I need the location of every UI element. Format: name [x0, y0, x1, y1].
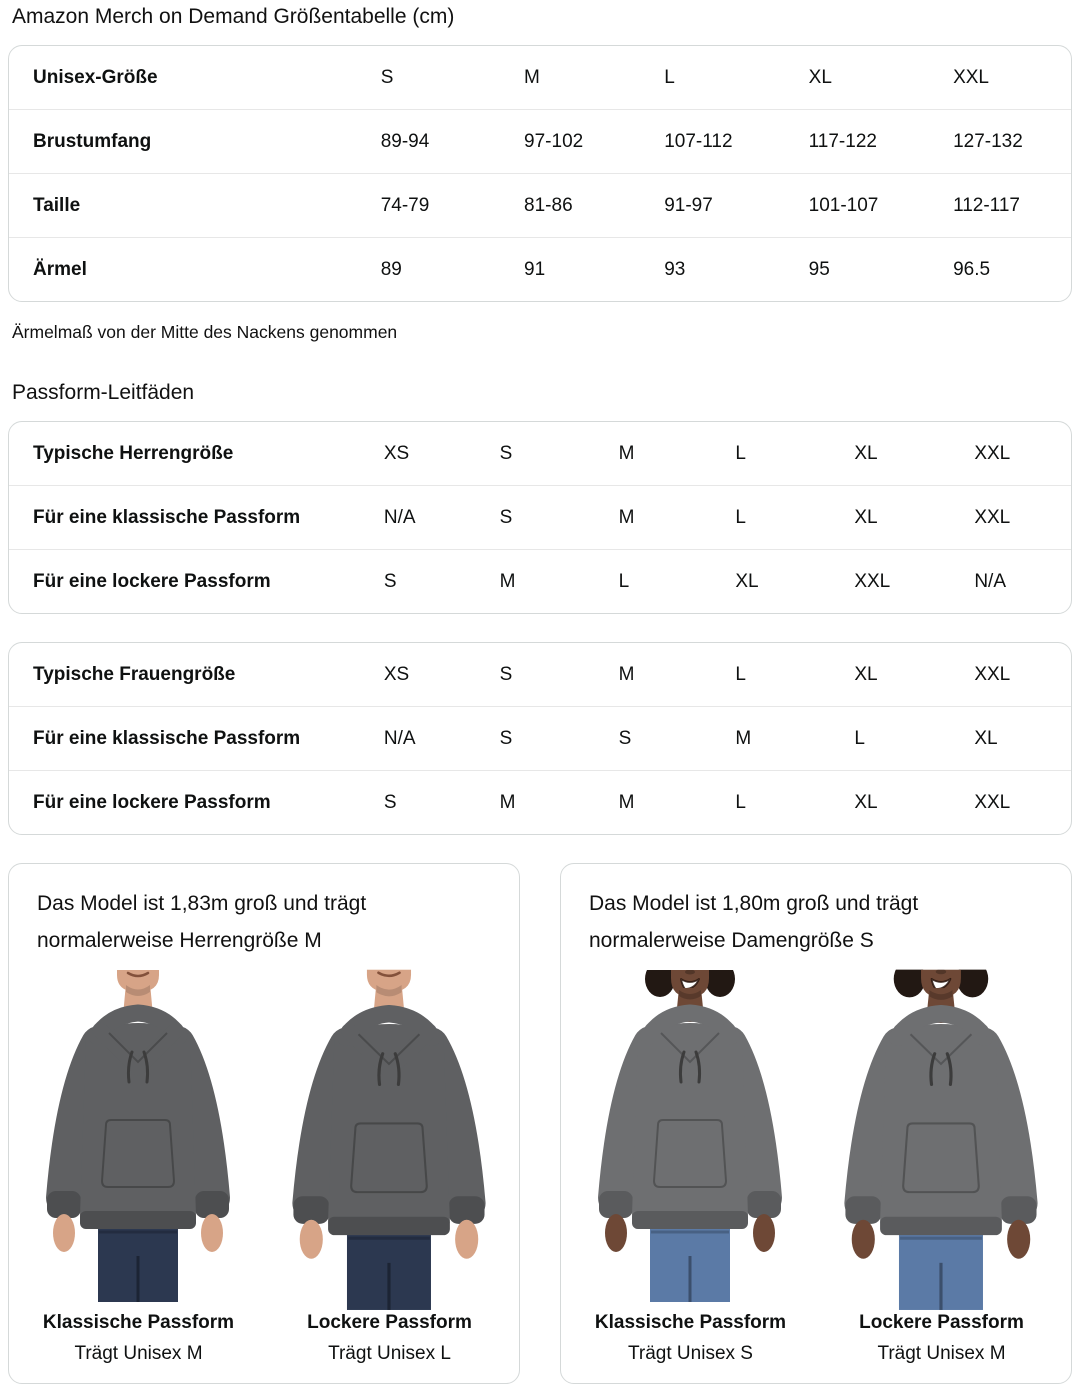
sleeve-measure-note: Ärmelmaß von der Mitte des Nackens genommen: [12, 322, 398, 343]
size-value-cell: M: [619, 771, 736, 835]
worn-size-label: Trägt Unisex M: [877, 1342, 1006, 1364]
womens-model-card: [560, 863, 1072, 1384]
size-value-cell: S: [384, 550, 500, 614]
size-value-cell: 93: [664, 238, 808, 302]
row-label: Für eine klassische Passform: [9, 707, 384, 771]
size-value-cell: S: [500, 707, 619, 771]
size-value-cell: XXL: [974, 442, 1011, 464]
size-value-cell: 96.5: [953, 238, 1071, 302]
fit-label: Lockere Passform: [859, 1311, 1024, 1333]
page-title: Amazon Merch on Demand Größentabelle (cm): [12, 5, 455, 28]
male-model-classic-fit-photo: [31, 970, 246, 1365]
size-value-cell: N/A: [974, 550, 1071, 614]
female-model-loose-fit-photo: [834, 970, 1049, 1365]
unisex-size-table: [8, 45, 1072, 302]
size-value-cell: S: [380, 66, 394, 88]
size-value-cell: N/A: [384, 486, 500, 550]
row-label: Typische Herrengröße: [33, 442, 234, 464]
size-value-cell: XXL: [854, 550, 974, 614]
size-value-cell: 112-117: [953, 174, 1071, 238]
mens-model-card: [8, 863, 520, 1384]
size-value-cell: 107-112: [664, 110, 808, 174]
size-value-cell: XL: [854, 663, 878, 685]
size-value-cell: 74-79: [381, 174, 524, 238]
size-value-cell: N/A: [384, 707, 500, 771]
size-value-cell: 91-97: [664, 174, 808, 238]
size-value-cell: L: [735, 663, 746, 685]
table-row: [9, 422, 1071, 486]
size-value-cell: 117-122: [809, 110, 953, 174]
size-value-cell: XL: [854, 771, 974, 835]
table-row: [9, 46, 1071, 110]
fit-label: Klassische Passform: [594, 1311, 787, 1333]
table-row: [9, 238, 1071, 302]
womens-fit-table: [8, 642, 1072, 835]
worn-size-label: Trägt Unisex M: [74, 1342, 203, 1364]
size-value-cell: XXL: [974, 486, 1071, 550]
table-row: [9, 643, 1071, 707]
size-value-cell: XL: [808, 66, 832, 88]
size-value-cell: S: [384, 771, 500, 835]
row-label: Für eine klassische Passform: [9, 486, 384, 550]
female-model-classic-fit-photo: [583, 970, 798, 1365]
size-value-cell: L: [735, 486, 854, 550]
row-label: Für eine lockere Passform: [9, 771, 384, 835]
table-row: [9, 771, 1071, 835]
size-value-cell: L: [854, 707, 974, 771]
size-value-cell: 127-132: [953, 110, 1071, 174]
size-value-cell: S: [500, 486, 619, 550]
model-figures: [33, 970, 495, 1365]
model-figures: [585, 970, 1047, 1365]
size-value-cell: M: [618, 442, 635, 464]
size-value-cell: 89-94: [381, 110, 524, 174]
size-value-cell: XL: [974, 707, 1071, 771]
size-value-cell: XL: [735, 550, 854, 614]
size-value-cell: XL: [854, 486, 974, 550]
size-value-cell: XXL: [974, 771, 1071, 835]
size-value-cell: L: [735, 771, 854, 835]
size-value-cell: 91: [524, 238, 664, 302]
photo-caption: [834, 1312, 1049, 1365]
fit-label: Klassische Passform: [42, 1311, 235, 1333]
size-value-cell: S: [499, 663, 513, 685]
size-value-cell: 89: [381, 238, 524, 302]
size-value-cell: L: [735, 442, 746, 464]
size-value-cell: M: [735, 707, 854, 771]
size-value-cell: M: [524, 66, 540, 88]
size-value-cell: M: [500, 771, 619, 835]
size-value-cell: XS: [383, 442, 410, 464]
row-label: Unisex-Größe: [33, 66, 158, 88]
mens-fit-table: [8, 421, 1072, 614]
model-description: Das Model ist 1,80m groß und trägt normalerweise Damengröße S: [589, 892, 919, 952]
size-value-cell: XS: [383, 663, 410, 685]
size-value-cell: 95: [809, 238, 953, 302]
row-label: Für eine lockere Passform: [9, 550, 384, 614]
table-row: [9, 110, 1071, 174]
row-label: Brustumfang: [9, 110, 381, 174]
model-cards-row: [8, 863, 1072, 1384]
photo-caption: [31, 1312, 246, 1365]
table-row: [9, 486, 1071, 550]
worn-size-label: Trägt Unisex L: [328, 1342, 451, 1364]
size-value-cell: L: [664, 66, 675, 88]
size-value-cell: XL: [854, 442, 878, 464]
fit-label: Lockere Passform: [307, 1311, 472, 1333]
size-value-cell: S: [499, 442, 513, 464]
size-value-cell: S: [619, 707, 736, 771]
row-label: Taille: [9, 174, 381, 238]
female-model-illustration: [829, 969, 1055, 1309]
row-label: Typische Frauengröße: [33, 663, 236, 685]
size-value-cell: L: [619, 550, 736, 614]
row-label: Ärmel: [9, 238, 381, 302]
worn-size-label: Trägt Unisex S: [628, 1342, 753, 1364]
female-model-illustration: [583, 970, 798, 1302]
size-value-cell: XXL: [974, 663, 1011, 685]
size-value-cell: M: [618, 663, 635, 685]
size-value-cell: 81-86: [524, 174, 664, 238]
size-value-cell: XXL: [953, 66, 989, 88]
photo-caption: [282, 1312, 497, 1365]
size-value-cell: M: [619, 486, 736, 550]
male-model-illustration: [31, 970, 246, 1302]
male-model-illustration: [277, 969, 503, 1309]
size-value-cell: 97-102: [524, 110, 664, 174]
photo-caption: [583, 1312, 798, 1365]
table-row: [9, 707, 1071, 771]
fit-guides-heading: Passform-Leitfäden: [12, 381, 195, 405]
model-description: Das Model ist 1,83m groß und trägt normalerweise Herrengröße M: [37, 892, 367, 952]
male-model-loose-fit-photo: [282, 970, 497, 1365]
table-row: [9, 550, 1071, 614]
size-value-cell: 101-107: [809, 174, 953, 238]
size-value-cell: M: [500, 550, 619, 614]
table-row: [9, 174, 1071, 238]
